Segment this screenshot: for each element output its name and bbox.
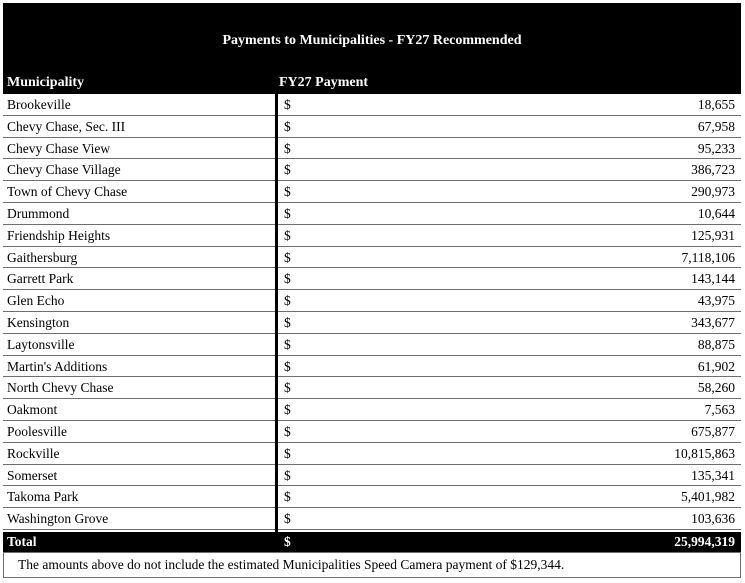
table-row — [3, 247, 741, 269]
currency-symbol: $ — [284, 380, 291, 396]
payment-amount: 135,341 — [691, 467, 735, 483]
table-row — [3, 377, 741, 399]
currency-symbol: $ — [284, 423, 291, 439]
payment-amount: 58,260 — [697, 380, 735, 396]
payment-amount: 343,677 — [691, 314, 735, 330]
table-row — [3, 116, 741, 138]
table-row — [3, 290, 741, 312]
table-row — [3, 94, 741, 116]
table-row — [3, 312, 741, 334]
municipality-name: Glen Echo — [7, 293, 65, 309]
municipality-name: Brookeville — [7, 97, 71, 112]
municipality-name: Chevy Chase Village — [7, 162, 121, 178]
table-row — [3, 334, 741, 356]
currency-symbol: $ — [284, 314, 291, 330]
payment-amount: 103,636 — [691, 511, 735, 527]
table-row — [3, 486, 741, 508]
payment-amount: 386,723 — [691, 162, 735, 178]
municipality-name: Martin's Additions — [7, 358, 108, 374]
payment-amount: 7,118,106 — [681, 249, 735, 265]
table-body — [3, 94, 741, 530]
table-row — [3, 203, 741, 225]
currency-symbol: $ — [284, 293, 291, 309]
municipality-name: Takoma Park — [7, 489, 79, 505]
table-row — [3, 356, 741, 378]
municipality-name: Somerset — [7, 467, 58, 483]
municipality-name: Town of Chevy Chase — [7, 184, 128, 200]
municipality-name: Poolesville — [7, 423, 67, 439]
payment-amount: 7,563 — [704, 402, 735, 418]
municipality-name: Washington Grove — [7, 511, 109, 527]
payments-table — [3, 3, 741, 580]
payment-amount: 143,144 — [691, 271, 735, 287]
municipality-name: Chevy Chase, Sec. III — [7, 118, 126, 134]
total-amount: 25,994,319 — [674, 534, 735, 549]
municipality-name: North Chevy Chase — [7, 380, 114, 396]
footnote-text: The amounts above do not include the estimated Municipalities Speed Camera payment of $129,344. — [18, 557, 565, 572]
municipality-name: Rockville — [7, 445, 60, 461]
payment-header: FY27 Payment — [279, 75, 369, 90]
currency-symbol: $ — [284, 249, 291, 265]
municipality-name: Friendship Heights — [7, 227, 111, 243]
total-row — [3, 532, 741, 552]
table-row — [3, 138, 741, 160]
currency-symbol: $ — [284, 402, 291, 418]
currency-symbol: $ — [284, 489, 291, 505]
payment-amount: 675,877 — [691, 423, 735, 439]
currency-symbol: $ — [284, 97, 291, 112]
payment-amount: 10,815,863 — [674, 445, 735, 461]
payment-amount: 61,902 — [697, 358, 735, 374]
table-row — [3, 399, 741, 421]
currency-symbol: $ — [284, 227, 291, 243]
currency-symbol: $ — [284, 140, 291, 156]
table-row — [3, 225, 741, 247]
table-row — [3, 443, 741, 465]
payment-amount: 43,975 — [697, 293, 735, 309]
currency-symbol: $ — [284, 467, 291, 483]
municipality-name: Gaithersburg — [7, 249, 78, 265]
currency-symbol: $ — [284, 118, 291, 134]
municipality-header: Municipality — [7, 75, 85, 90]
payment-amount: 10,644 — [697, 205, 735, 221]
table-row — [3, 421, 741, 443]
municipality-name: Chevy Chase View — [7, 140, 111, 156]
municipality-name: Drummond — [7, 205, 70, 221]
table-row — [3, 508, 741, 530]
currency-symbol: $ — [284, 205, 291, 221]
municipality-name: Laytonsville — [7, 336, 75, 352]
currency-symbol: $ — [284, 445, 291, 461]
currency-symbol: $ — [284, 511, 291, 527]
table-row — [3, 181, 741, 203]
municipality-name: Kensington — [7, 314, 70, 330]
table-row — [3, 268, 741, 290]
total-label: Total — [7, 534, 37, 549]
currency-symbol: $ — [284, 271, 291, 287]
currency-symbol: $ — [284, 336, 291, 352]
payment-amount: 88,875 — [697, 336, 735, 352]
payment-amount: 290,973 — [691, 184, 735, 200]
municipality-name: Garrett Park — [7, 271, 74, 287]
currency-symbol: $ — [284, 162, 291, 178]
table-title: Payments to Municipalities - FY27 Recommended — [3, 3, 741, 72]
table-row — [3, 465, 741, 487]
payment-amount: 95,233 — [697, 140, 735, 156]
column-divider — [275, 94, 278, 532]
total-currency: $ — [284, 534, 291, 549]
header-row — [3, 72, 741, 94]
payment-amount: 125,931 — [691, 227, 735, 243]
footnote — [3, 552, 741, 578]
payment-amount: 67,958 — [697, 118, 735, 134]
table-row — [3, 159, 741, 181]
currency-symbol: $ — [284, 358, 291, 374]
payment-amount: 18,655 — [697, 97, 735, 112]
payment-amount: 5,401,982 — [681, 489, 735, 505]
currency-symbol: $ — [284, 184, 291, 200]
municipality-name: Oakmont — [7, 402, 58, 418]
